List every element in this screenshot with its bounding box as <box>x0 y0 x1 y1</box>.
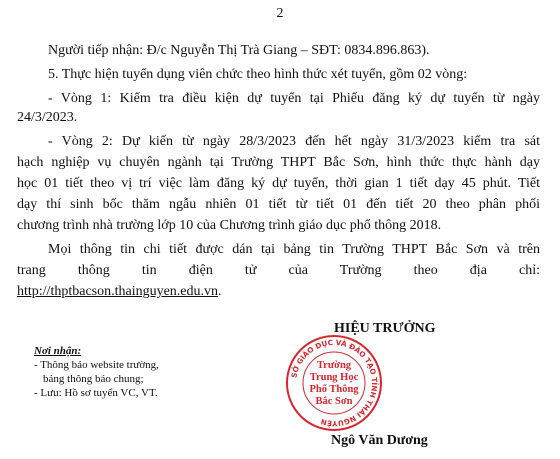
recipient-item: - Thông báo website trường, <box>34 359 159 371</box>
signature-title: HIỆU TRƯỞNG <box>334 321 436 336</box>
recipients-header: Nơi nhận: <box>34 345 82 357</box>
info-line-1: Mọi thông tin chi tiết được dán tại bảng tin Trường THPT Bắc Sơn và trên <box>48 242 540 257</box>
round-1-date: 24/3/2023. <box>17 110 78 125</box>
recipients-block <box>34 344 159 400</box>
school-website-link[interactable]: http://thptbacson.thainguyen.edu.vn <box>17 284 219 299</box>
website-period: . <box>218 284 222 299</box>
website-line <box>17 284 222 300</box>
round-2-line-5: chương trình nhà trường lớp 10 của Chương trình giáo dục phổ thông 2018. <box>17 218 442 233</box>
recipient-item: - Lưu: Hồ sơ tuyển VC, VT. <box>34 387 158 399</box>
section-5-heading: 5. Thực hiện tuyển dụng viên chức theo hình thức xét tuyển, gồm 02 vòng: <box>48 67 468 82</box>
round-2-line-2: hạch nghiệp vụ chuyên ngành tại Trường THPT Bắc Sơn, hình thức thực hành dạy <box>17 155 540 170</box>
svg-text:Bắc Sơn: Bắc Sơn <box>315 396 353 407</box>
svg-text:Trung Học: Trung Học <box>309 372 359 383</box>
svg-text:Phổ Thông: Phổ Thông <box>309 384 359 395</box>
contact-line: Người tiếp nhận: Đ/c Nguyễn Thị Trà Giang – SĐT: 0834.896.863). <box>48 43 430 58</box>
round-2-line-4: dạy thí sinh bốc thăm ngẫu nhiên 01 tiết từ tiết 01 đến tiết 20 theo phân phối <box>17 197 540 212</box>
signer-name: Ngô Văn Dương <box>331 433 428 448</box>
round-1-line: - Vòng 1: Kiểm tra điều kiện dự tuyển tại Phiếu đăng ký dự tuyển từ ngày <box>48 91 540 106</box>
round-2-line-3: học 01 tiết theo vị trí việc làm đăng ký dự tuyển, thời gian 1 tiết dạy 45 phút. Tiết <box>17 176 540 191</box>
school-stamp <box>284 333 384 433</box>
page-number: 2 <box>276 6 284 21</box>
svg-text:SỞ GIÁO DỤC VÀ ĐÀO TẠO TỈNH TH: SỞ GIÁO DỤC VÀ ĐÀO TẠO TỈNH THÁI NGUYÊN <box>289 337 380 429</box>
info-line-2: trang thông tin điện tử của Trường theo địa chỉ: <box>17 263 540 278</box>
recipient-item: bảng thông báo chung; <box>43 373 144 385</box>
svg-text:Trường: Trường <box>316 360 352 371</box>
round-2-line-1: - Vòng 2: Dự kiến từ ngày 28/3/2023 đến hết ngày 31/3/2023 kiểm tra sát <box>48 134 540 149</box>
